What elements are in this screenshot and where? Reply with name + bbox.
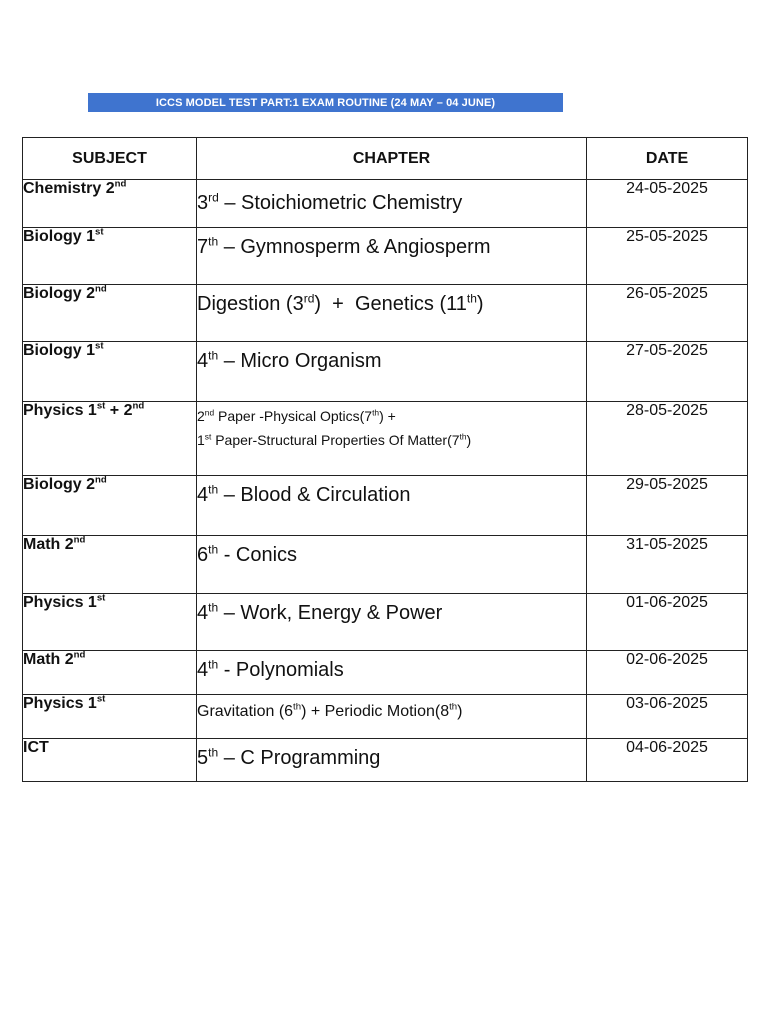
- date-cell: 25-05-2025: [587, 228, 748, 285]
- chapter-cell: [197, 651, 587, 695]
- date-cell: 03-06-2025: [587, 695, 748, 739]
- chapter-text: 5th – C Programming: [197, 745, 381, 769]
- chapter-text: 4th – Micro Organism: [197, 348, 382, 372]
- routine-title: ICCS MODEL TEST PART:1 EXAM ROUTINE (24 MAY – 04 JUNE): [88, 93, 563, 112]
- exam-routine-table: [22, 137, 748, 782]
- date-cell: 24-05-2025: [587, 180, 748, 228]
- chapter-text: 3rd – Stoichiometric Chemistry: [197, 190, 463, 214]
- table-row: [23, 476, 748, 536]
- chapter-cell: [197, 594, 587, 651]
- date-cell: 28-05-2025: [587, 402, 748, 476]
- date-cell: 04-06-2025: [587, 739, 748, 782]
- chapter-cell: [197, 739, 587, 782]
- chapter-cell: [197, 402, 587, 476]
- chapter-cell: [197, 285, 587, 342]
- subject-cell: Physics 1st + 2nd: [23, 402, 197, 476]
- subject-cell: Physics 1st: [23, 594, 197, 651]
- subject-cell: ICT: [23, 739, 197, 782]
- chapter-cell: [197, 476, 587, 536]
- subject-cell: Math 2nd: [23, 536, 197, 594]
- chapter-text: Gravitation (6th) + Periodic Motion(8th): [197, 701, 463, 720]
- chapter-cell: [197, 228, 587, 285]
- table-row: [23, 342, 748, 402]
- chapter-header: CHAPTER: [197, 138, 587, 180]
- chapter-cell: [197, 695, 587, 739]
- table-row: [23, 594, 748, 651]
- table-row: [23, 228, 748, 285]
- subject-cell: Biology 2nd: [23, 476, 197, 536]
- table-row: [23, 180, 748, 228]
- table-row: [23, 651, 748, 695]
- date-cell: 31-05-2025: [587, 536, 748, 594]
- header-row: [23, 138, 748, 180]
- chapter-text: 7th – Gymnosperm & Angiosperm: [197, 234, 491, 258]
- table-row: [23, 536, 748, 594]
- table-row: [23, 739, 748, 782]
- chapter-cell: [197, 180, 587, 228]
- date-cell: 29-05-2025: [587, 476, 748, 536]
- chapter-text: 4th - Polynomials: [197, 657, 344, 681]
- date-cell: 27-05-2025: [587, 342, 748, 402]
- date-header: DATE: [587, 138, 748, 180]
- chapter-cell: [197, 342, 587, 402]
- date-cell: 01-06-2025: [587, 594, 748, 651]
- date-cell: 26-05-2025: [587, 285, 748, 342]
- subject-cell: Chemistry 2nd: [23, 180, 197, 228]
- subject-cell: Physics 1st: [23, 695, 197, 739]
- chapter-text: 4th – Blood & Circulation: [197, 482, 411, 506]
- table-row: [23, 402, 748, 476]
- subject-cell: Biology 1st: [23, 228, 197, 285]
- date-cell: 02-06-2025: [587, 651, 748, 695]
- subject-cell: Math 2nd: [23, 651, 197, 695]
- chapter-text: 6th - Conics: [197, 542, 298, 566]
- chapter-cell: [197, 536, 587, 594]
- chapter-text: 4th – Work, Energy & Power: [197, 600, 443, 624]
- subject-header: SUBJECT: [23, 138, 197, 180]
- chapter-text: 2nd Paper -Physical Optics(7th) + 1st Paper-Structural Properties Of Matter(7th): [197, 407, 472, 448]
- subject-cell: Biology 2nd: [23, 285, 197, 342]
- table-row: [23, 695, 748, 739]
- chapter-text: Digestion (3rd) + Genetics (11th): [197, 291, 484, 315]
- routine-rows: [23, 180, 748, 782]
- table-row: [23, 285, 748, 342]
- subject-cell: Biology 1st: [23, 342, 197, 402]
